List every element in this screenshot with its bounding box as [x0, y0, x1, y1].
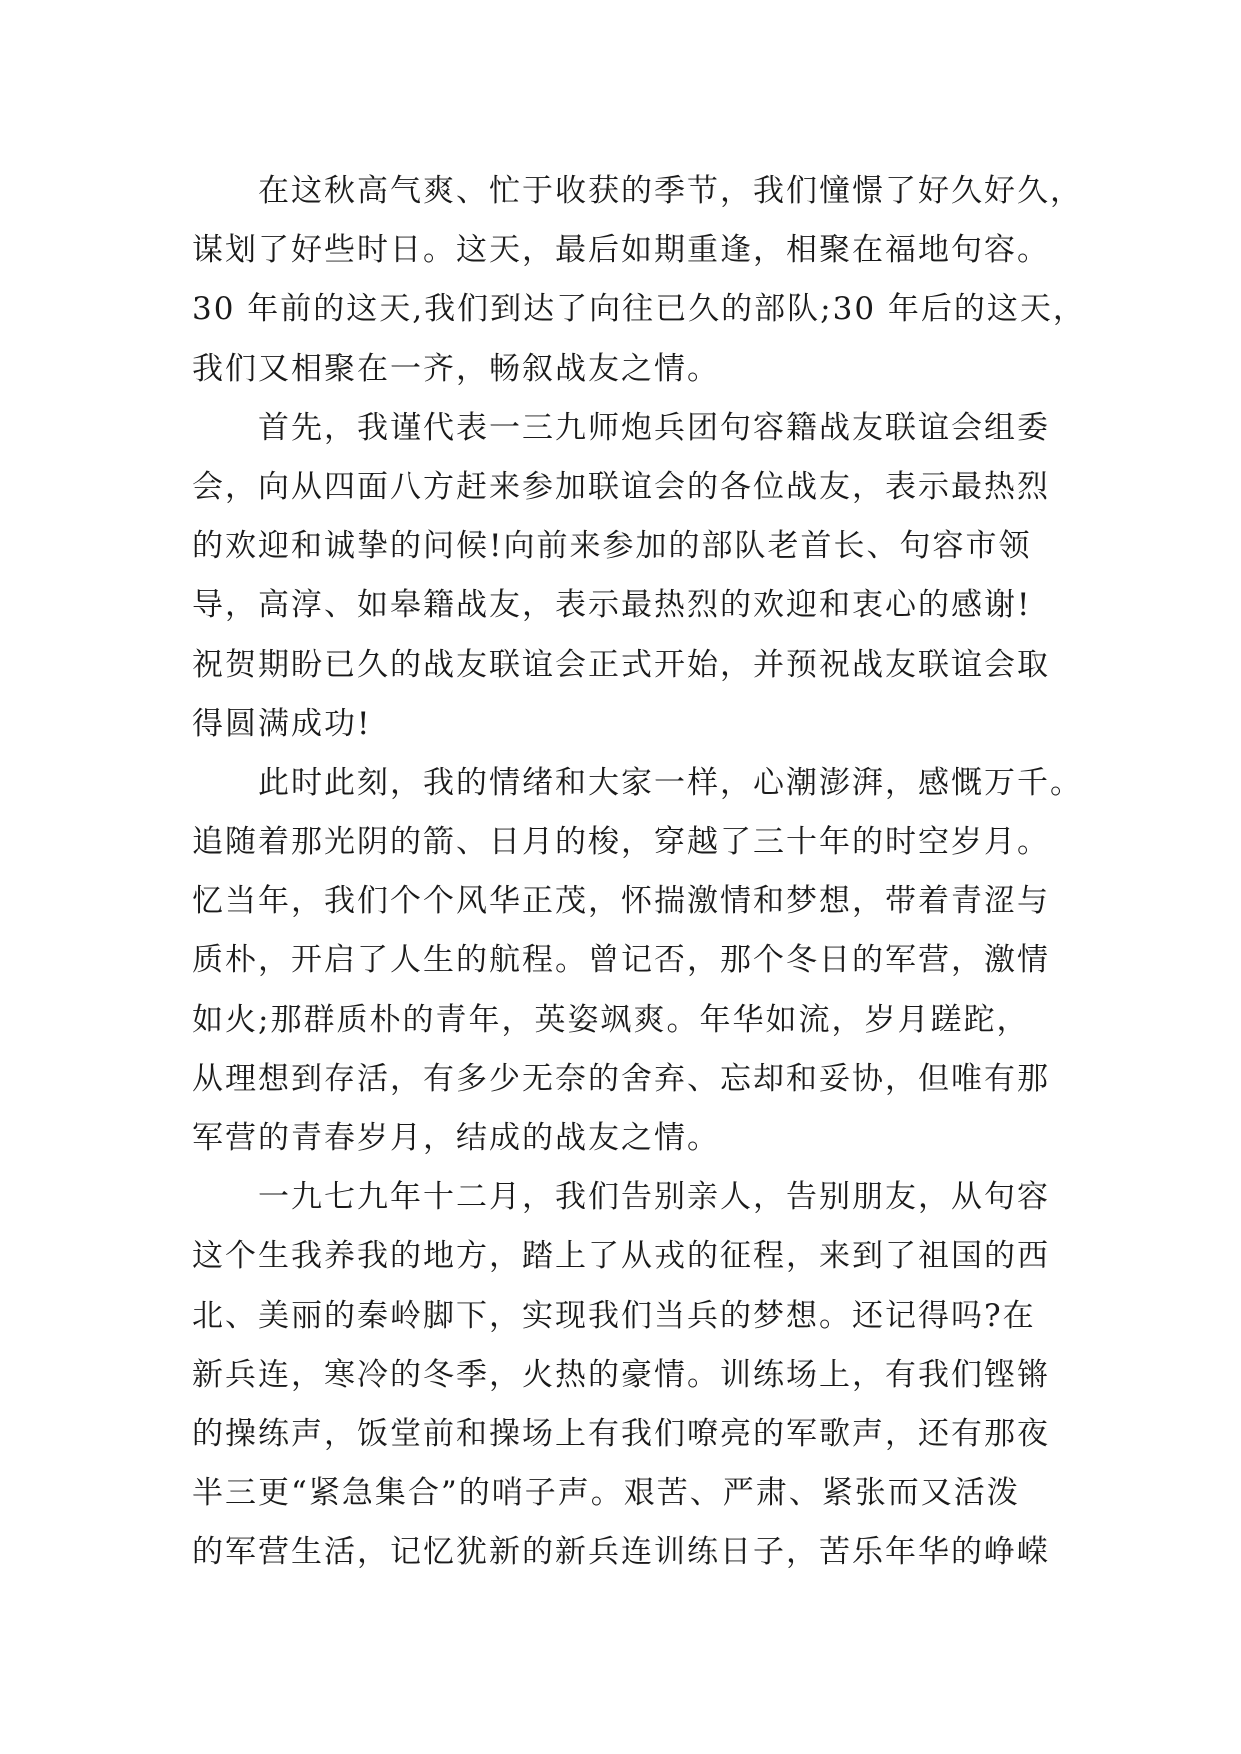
- text-line: 会，向从四面八方赶来参加联谊会的各位战友，表示最热烈: [192, 468, 1050, 505]
- text-line: 质朴，开启了人生的航程。曾记否，那个冬日的军营，激情: [192, 942, 1050, 979]
- text-line: 我们又相聚在一齐，畅叙战友之情。: [192, 350, 720, 387]
- text-line: 北、美丽的秦岭脚下，实现我们当兵的梦想。还记得吗?在: [192, 1297, 1036, 1334]
- text-line: 首先，我谨代表一三九师炮兵团句容籍战友联谊会组委: [258, 409, 1050, 446]
- text-line: 追随着那光阴的箭、日月的梭，穿越了三十年的时空岁月。: [192, 824, 1050, 861]
- text-line: 导，高淳、如皋籍战友，表示最热烈的欢迎和衷心的感谢!: [192, 587, 1032, 624]
- text-line: 谋划了好些时日。这天，最后如期重逢，相聚在福地句容。: [192, 232, 1050, 269]
- text-line: 新兵连，寒冷的冬季，火热的豪情。训练场上，有我们铿锵: [192, 1356, 1050, 1393]
- text-line: 在这秋高气爽、忙于收获的季节，我们憧憬了好久好久，: [258, 173, 1083, 209]
- text-line: 此时此刻，我的情绪和大家一样，心潮澎湃，感慨万千。: [258, 764, 1083, 801]
- text-line: 的操练声，饭堂前和操场上有我们嘹亮的军歌声，还有那夜: [192, 1415, 1050, 1452]
- text-line: 祝贺期盼已久的战友联谊会正式开始，并预祝战友联谊会取: [192, 646, 1050, 683]
- text-line: 这个生我养我的地方，踏上了从戎的征程，来到了祖国的西: [192, 1238, 1050, 1275]
- text-line: 的军营生活，记忆犹新的新兵连训练日子，苦乐年华的峥嵘: [192, 1534, 1050, 1571]
- text-line: 忆当年，我们个个风华正茂，怀揣激情和梦想，带着青涩与: [192, 883, 1050, 920]
- text-line: 半三更“紧急集合”的哨子声。艰苦、严肃、紧张而又活泼: [192, 1475, 1020, 1512]
- text-line: 一九七九年十二月，我们告别亲人，告别朋友，从句容: [258, 1179, 1050, 1216]
- text-line: 从理想到存活，有多少无奈的舍弃、忘却和妥协，但唯有那: [192, 1060, 1050, 1097]
- text-line: 的欢迎和诚挚的问候!向前来参加的部队老首长、句容市领: [192, 528, 1032, 565]
- text-line: 30 年前的这天,我们到达了向往已久的部队;30 年后的这天，: [192, 291, 1086, 328]
- text-line: 得圆满成功!: [192, 705, 372, 742]
- text-line: 如火;那群质朴的青年，英姿飒爽。年华如流，岁月蹉跎，: [192, 1001, 1030, 1038]
- text-line: 军营的青春岁月，结成的战友之情。: [192, 1120, 720, 1156]
- body-text: [192, 162, 1092, 1583]
